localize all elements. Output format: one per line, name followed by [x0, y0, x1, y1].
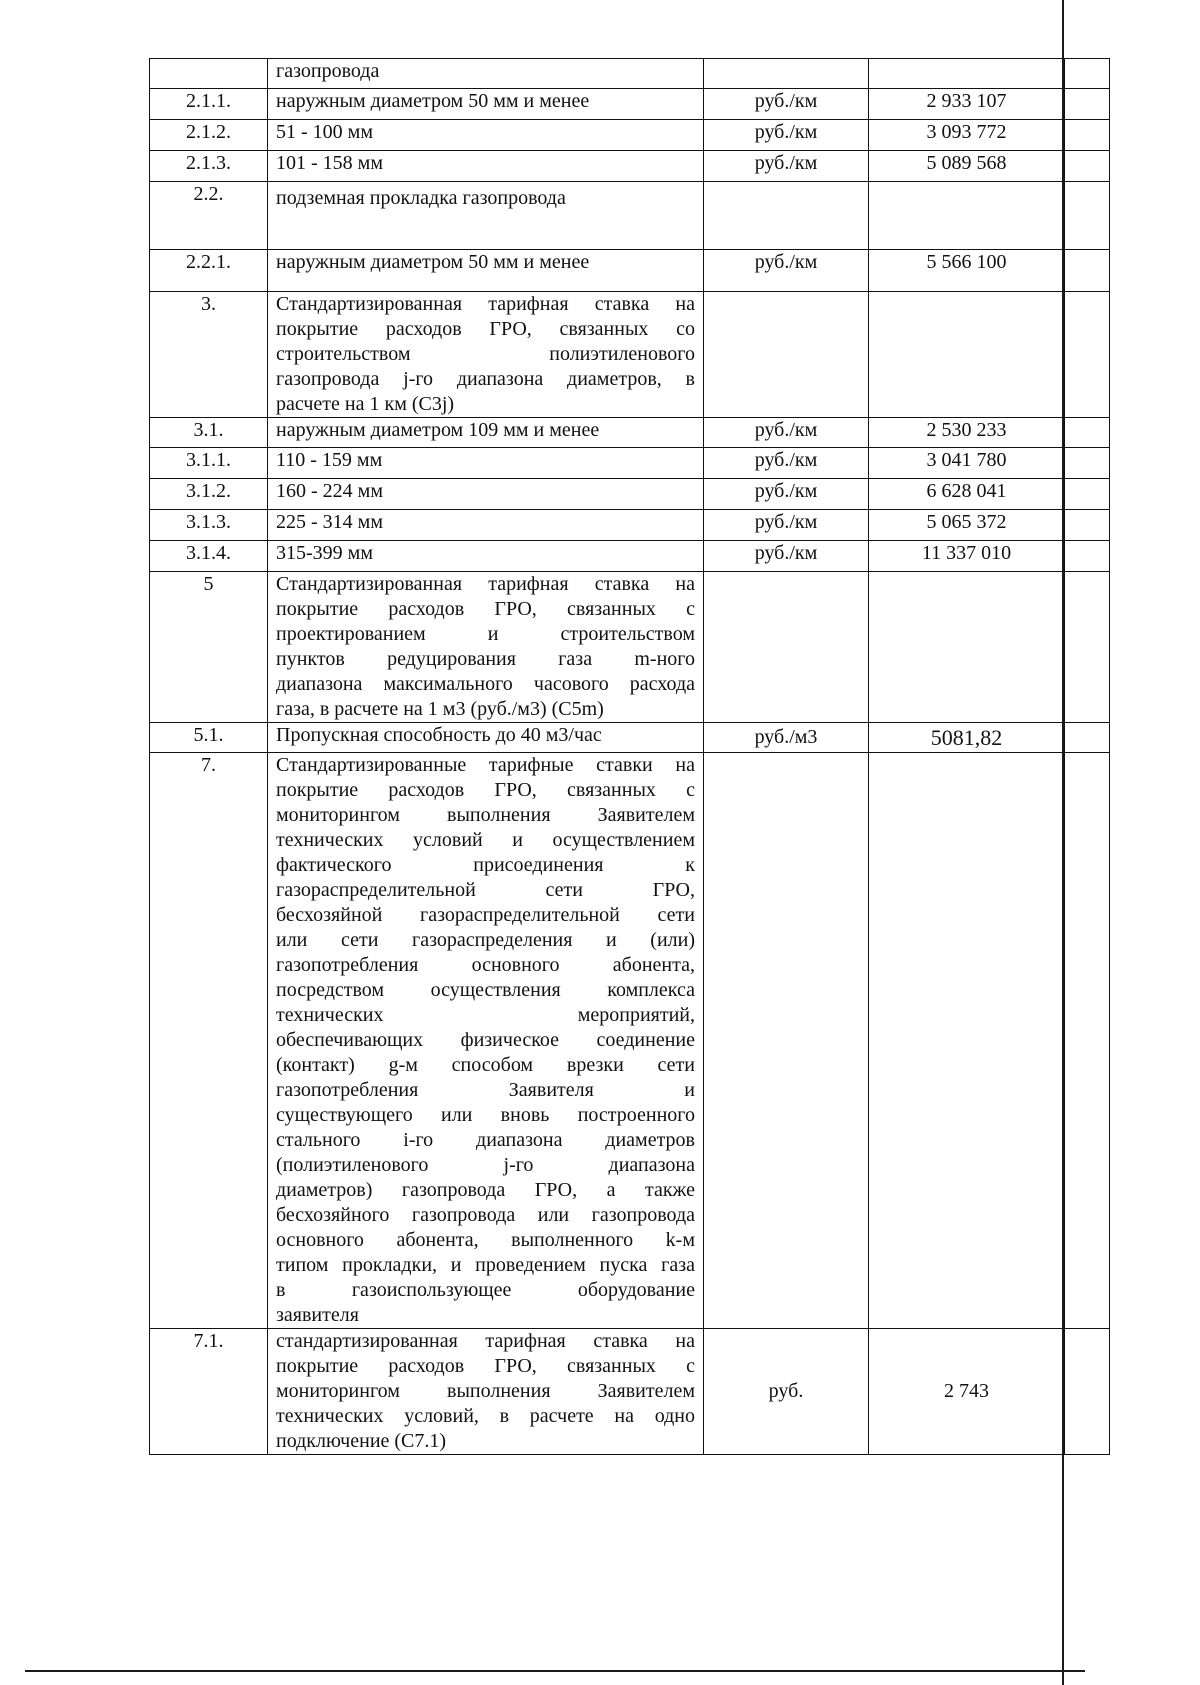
description-line: фактического присоединения к	[276, 854, 695, 876]
row-extra-cell	[1065, 120, 1110, 151]
description-line: технических условий, в расчете на одно	[276, 1405, 695, 1427]
table-row	[150, 151, 1110, 182]
row-number: 3.	[150, 292, 268, 418]
description-line: Стандартизированная тарифная ставка на	[276, 293, 695, 315]
table-row	[150, 541, 1110, 572]
description-line: бесхозяйного газопровода или газопровода	[276, 1204, 695, 1226]
row-description: наружным диаметром 109 мм и менее	[268, 418, 704, 448]
row-value	[869, 182, 1065, 250]
row-description: 101 - 158 мм	[268, 151, 704, 182]
description-line: пунктов редуцирования газа m-ного	[276, 648, 695, 670]
row-description: 315-399 мм	[268, 541, 704, 572]
row-description: 225 - 314 мм	[268, 510, 704, 541]
row-value: 11 337 010	[869, 541, 1065, 572]
description-line: технических условий и осуществлением	[276, 829, 695, 851]
description-line: диапазона максимального часового расхода	[276, 673, 695, 695]
row-extra-cell	[1065, 182, 1110, 250]
description-line: посредством осуществления комплекса	[276, 979, 695, 1001]
row-number: 7.1.	[150, 1329, 268, 1455]
description-line: подключение (C7.1)	[276, 1430, 447, 1452]
table-row	[150, 292, 1110, 418]
description-line: покрытие расходов ГРО, связанных с	[276, 1355, 695, 1377]
row-value: 5081,82	[869, 723, 1065, 753]
row-description: наружным диаметром 50 мм и менее	[268, 89, 704, 120]
row-number: 3.1.1.	[150, 448, 268, 479]
row-unit: руб./км	[704, 151, 869, 182]
row-description: 110 - 159 мм	[268, 448, 704, 479]
description-line: газопровода j-го диапазона диаметров, в	[276, 368, 695, 390]
row-description: наружным диаметром 50 мм и менее	[268, 250, 704, 292]
row-unit: руб./км	[704, 448, 869, 479]
description-line: обеспечивающих физическое соединение	[276, 1029, 695, 1051]
row-description: 51 - 100 мм	[268, 120, 704, 151]
row-number: 2.1.2.	[150, 120, 268, 151]
row-extra-cell	[1065, 418, 1110, 448]
row-number: 3.1.2.	[150, 479, 268, 510]
row-unit: руб./км	[704, 541, 869, 572]
description-line: в газоиспользующее оборудование	[276, 1279, 695, 1301]
row-extra-cell	[1065, 292, 1110, 418]
row-value: 2 933 107	[869, 89, 1065, 120]
row-description	[268, 1329, 704, 1455]
row-extra-cell	[1065, 448, 1110, 479]
description-line: мониторингом выполнения Заявителем	[276, 1380, 695, 1402]
description-line: газопотребления основного абонента,	[276, 954, 695, 976]
row-extra-cell	[1065, 1329, 1110, 1455]
description-line: или сети газораспределения и (или)	[276, 929, 695, 951]
row-unit: руб./км	[704, 250, 869, 292]
description-line: существующего или вновь построенного	[276, 1104, 695, 1126]
description-line: газопотребления Заявителя и	[276, 1079, 695, 1101]
row-number: 2.1.1.	[150, 89, 268, 120]
description-line: покрытие расходов ГРО, связанных со	[276, 318, 695, 340]
row-number: 2.1.3.	[150, 151, 268, 182]
row-number: 2.2.	[150, 182, 268, 250]
row-number: 3.1.4.	[150, 541, 268, 572]
row-value: 3 093 772	[869, 120, 1065, 151]
row-unit	[704, 572, 869, 723]
row-unit: руб./км	[704, 120, 869, 151]
description-line: Стандартизированная тарифная ставка на	[276, 573, 695, 595]
row-extra-cell	[1065, 723, 1110, 753]
description-line: мониторингом выполнения Заявителем	[276, 804, 695, 826]
row-extra-cell	[1065, 541, 1110, 572]
row-value: 5 089 568	[869, 151, 1065, 182]
row-unit	[704, 292, 869, 418]
row-value: 2 743	[869, 1329, 1065, 1455]
row-unit	[704, 182, 869, 250]
row-unit: руб./км	[704, 479, 869, 510]
description-line: покрытие расходов ГРО, связанных с	[276, 779, 695, 801]
row-number: 7.	[150, 753, 268, 1329]
row-unit: руб./км	[704, 510, 869, 541]
row-unit: руб./км	[704, 418, 869, 448]
table-row	[150, 572, 1110, 723]
row-extra-cell	[1065, 89, 1110, 120]
row-unit: руб./км	[704, 89, 869, 120]
description-line: покрытие расходов ГРО, связанных с	[276, 598, 695, 620]
description-line: заявителя	[276, 1304, 359, 1326]
row-number: 3.1.3.	[150, 510, 268, 541]
tariff-rates-table	[149, 58, 1110, 1455]
row-value: 3 041 780	[869, 448, 1065, 479]
table-row	[150, 448, 1110, 479]
row-value: 6 628 041	[869, 479, 1065, 510]
row-value	[869, 572, 1065, 723]
row-description: газопровода	[268, 59, 704, 89]
table-row	[150, 1329, 1110, 1455]
table-row	[150, 510, 1110, 541]
row-unit	[704, 753, 869, 1329]
row-value: 2 530 233	[869, 418, 1065, 448]
description-line: типом прокладки, и проведением пуска газа	[276, 1254, 695, 1276]
row-description	[268, 753, 704, 1329]
row-unit: руб.	[704, 1329, 869, 1455]
row-value	[869, 292, 1065, 418]
row-description	[268, 572, 704, 723]
description-line: (контакт) g-м способом врезки сети	[276, 1054, 695, 1076]
row-number: 3.1.	[150, 418, 268, 448]
table-row	[150, 250, 1110, 292]
row-extra-cell	[1065, 753, 1110, 1329]
description-line: стального i-го диапазона диаметров	[276, 1129, 695, 1151]
row-number: 5.1.	[150, 723, 268, 753]
row-extra-cell	[1065, 510, 1110, 541]
row-number: 5	[150, 572, 268, 723]
description-line: стандартизированная тарифная ставка на	[276, 1330, 695, 1352]
description-line: (полиэтиленового j-го диапазона	[276, 1154, 695, 1176]
description-line: Стандартизированные тарифные ставки на	[276, 754, 695, 776]
description-line: проектированием и строительством	[276, 623, 695, 645]
table-row	[150, 723, 1110, 753]
table-row	[150, 59, 1110, 89]
description-line: диаметров) газопровода ГРО, а также	[276, 1179, 695, 1201]
description-line: расчете на 1 км (C3j)	[276, 393, 455, 415]
description-line: основного абонента, выполненного k-м	[276, 1229, 695, 1251]
row-description: 160 - 224 мм	[268, 479, 704, 510]
description-line: газораспределительной сети ГРО,	[276, 879, 695, 901]
row-extra-cell	[1065, 572, 1110, 723]
description-line: бесхозяйной газораспределительной сети	[276, 904, 695, 926]
row-value: 5 065 372	[869, 510, 1065, 541]
row-unit	[704, 59, 869, 89]
row-description: подземная прокладка газопровода	[268, 182, 704, 250]
row-description	[268, 292, 704, 418]
row-unit: руб./м3	[704, 723, 869, 753]
table-row	[150, 753, 1110, 1329]
row-extra-cell	[1065, 59, 1110, 89]
row-value	[869, 753, 1065, 1329]
table-row	[150, 89, 1110, 120]
row-extra-cell	[1065, 250, 1110, 292]
table-row	[150, 120, 1110, 151]
row-value	[869, 59, 1065, 89]
row-number: 2.2.1.	[150, 250, 268, 292]
description-line: газа, в расчете на 1 м3 (руб./м3) (C5m)	[276, 698, 604, 720]
scan-margin-line-horizontal	[25, 1670, 1085, 1672]
table-row	[150, 182, 1110, 250]
description-line: строительством полиэтиленового	[276, 343, 695, 365]
table-row	[150, 479, 1110, 510]
row-number	[150, 59, 268, 89]
row-extra-cell	[1065, 479, 1110, 510]
row-extra-cell	[1065, 151, 1110, 182]
row-value: 5 566 100	[869, 250, 1065, 292]
description-line: технических мероприятий,	[276, 1004, 695, 1026]
table-row	[150, 418, 1110, 448]
row-description: Пропускная способность до 40 м3/час	[268, 723, 704, 753]
